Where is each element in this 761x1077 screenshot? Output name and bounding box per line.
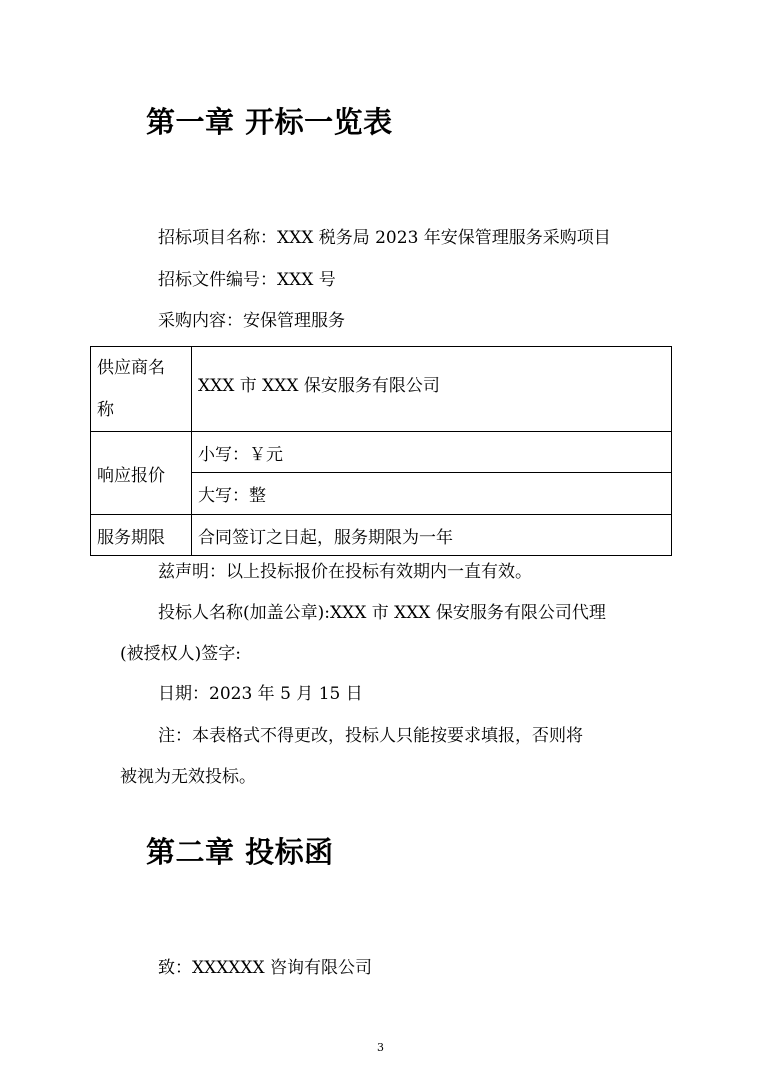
table-row-period: [91, 515, 672, 556]
price-small-cell: [192, 432, 672, 473]
period-value-cell: [192, 515, 672, 556]
period-value: 合同签订之日起，服务期限为一年: [198, 527, 453, 548]
supplier-label: 供应商名称: [97, 358, 165, 420]
chapter-2-title: 第二章 投标函: [146, 835, 334, 869]
chapter-1-title: 第一章 开标一览表: [146, 105, 393, 139]
price-big-cell: [192, 473, 672, 515]
table-row-supplier: [91, 347, 672, 432]
period-label: 服务期限: [97, 527, 165, 548]
bidder-line-1: 投标人名称(加盖公章):XXX 市 XXX 保安服务有限公司代理: [158, 603, 606, 623]
bidder-line-2: (被授权人)签字:: [120, 644, 241, 664]
note-line-1: 注：本表格式不得更改，投标人只能按要求填报，否则将: [158, 726, 583, 746]
supplier-value-cell: [192, 347, 672, 432]
declaration: 兹声明：以上投标报价在投标有效期内一直有效。: [158, 562, 532, 582]
price-small: 小写：￥元: [198, 444, 283, 465]
to-line: 致：XXXXXX 咨询有限公司: [158, 958, 373, 978]
note-line-2: 被视为无效投标。: [120, 767, 256, 787]
price-label-cell: [91, 432, 192, 515]
supplier-label-cell: [91, 347, 192, 432]
period-label-cell: [91, 515, 192, 556]
document-number: 招标文件编号：XXX 号: [158, 270, 336, 290]
table-row-price-small: [91, 432, 672, 473]
bid-summary-table: [90, 346, 672, 556]
page-number: 3: [377, 1041, 384, 1054]
date: 日期：2023 年 5 月 15 日: [158, 684, 363, 704]
price-label: 响应报价: [97, 465, 165, 486]
price-big: 大写：整: [198, 486, 266, 506]
supplier-value: XXX 市 XXX 保安服务有限公司: [198, 376, 440, 396]
project-name: 招标项目名称：XXX 税务局 2023 年安保管理服务采购项目: [158, 228, 611, 248]
procurement-content: 采购内容：安保管理服务: [158, 311, 345, 331]
